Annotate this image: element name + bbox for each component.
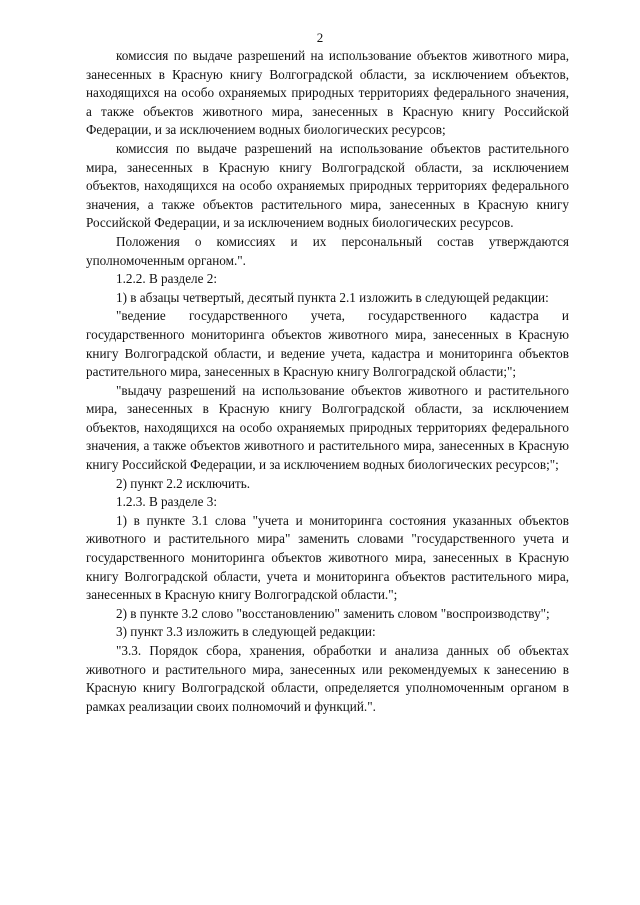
paragraph-section-3-item-3: 3) пункт 3.3 изложить в следующей редакции: xyxy=(116,624,376,640)
paragraph-section-2-item-1: 1) в абзацы четвертый, десятый пункта 2.1 изложить в следующей редакции: xyxy=(116,289,549,305)
paragraph-section-2-item-2: 2) пункт 2.2 исключить. xyxy=(116,475,251,491)
document-body xyxy=(86,47,569,716)
paragraph-commission-animal-world: комиссия по выдаче разрешений на использование объектов животного мира, занесенных в Красную книгу Волгоградской области, за исключением объектов, находящихся на особо охраняемых природных территориях федерального значения, а также объектов животного мира, занесенных в Красную книгу Российской Федерации, и за исключением водных биологических ресурсов; xyxy=(86,48,569,138)
paragraph-section-2-heading: 1.2.2. В разделе 2: xyxy=(116,271,218,287)
paragraph-quote-permits: "выдачу разрешений на использование объектов животного и растительного мира, занесенных в Красную книгу Волгоградской области, за исключением объектов, находящихся на особо охраняемых природных территориях федерального значения, а также объектов животного и растительного мира, занесенных в Красную книгу Российской Федерации, и за исключением водных биологических ресурсов;"; xyxy=(86,382,569,473)
paragraph-section-3-item-2: 2) в пункте 3.2 слово "восстановлению" заменить словом "воспроизводству"; xyxy=(116,605,550,621)
paragraph-quote-state-accounting: "ведение государственного учета, государственного кадастра и государственного мониторинга объектов животного мира, занесенных в Красную книгу Волгоградской области, и ведение учета, кадастра и мониторинга объектов растительного мира, занесенных в Красную книгу Волгоградской области;"; xyxy=(86,308,569,380)
paragraph-quote-point-3-3: "3.3. Порядок сбора, хранения, обработки и анализа данных об объектах животного и растительного мира, занесенных или рекомендуемых к занесению в Красную книгу Волгоградской области, определяется уполномоченным органом в рамках реализации своих полномочий и функций.". xyxy=(86,643,569,714)
paragraph-commission-regulations: Положения о комиссиях и их персональный состав утверждаются уполномоченным органом.". xyxy=(86,233,569,268)
page-number: 2 xyxy=(316,30,324,45)
paragraph-section-3-heading: 1.2.3. В разделе 3: xyxy=(116,494,218,510)
paragraph-section-3-item-1: 1) в пункте 3.1 слова "учета и мониторинга состояния указанных объектов животного и растительного мира" заменить словами "государственного учета и государственного мониторинга объектов животного мира, занесенных в Красную книгу Волгоградской области, учета и мониторинга объектов растительного мира, занесенных в Красную книгу Волгоградской области."; xyxy=(86,512,569,603)
paragraph-commission-plant-world: комиссия по выдаче разрешений на использование объектов растительного мира, занесенных в Красную книгу Волгоградской области, за исключением объектов, находящихся на особо охраняемых природных территориях федерального значения, а также объектов растительного мира, занесенных в Красную книгу Российской Федерации, и за исключением водных биологических ресурсов. xyxy=(86,140,569,231)
